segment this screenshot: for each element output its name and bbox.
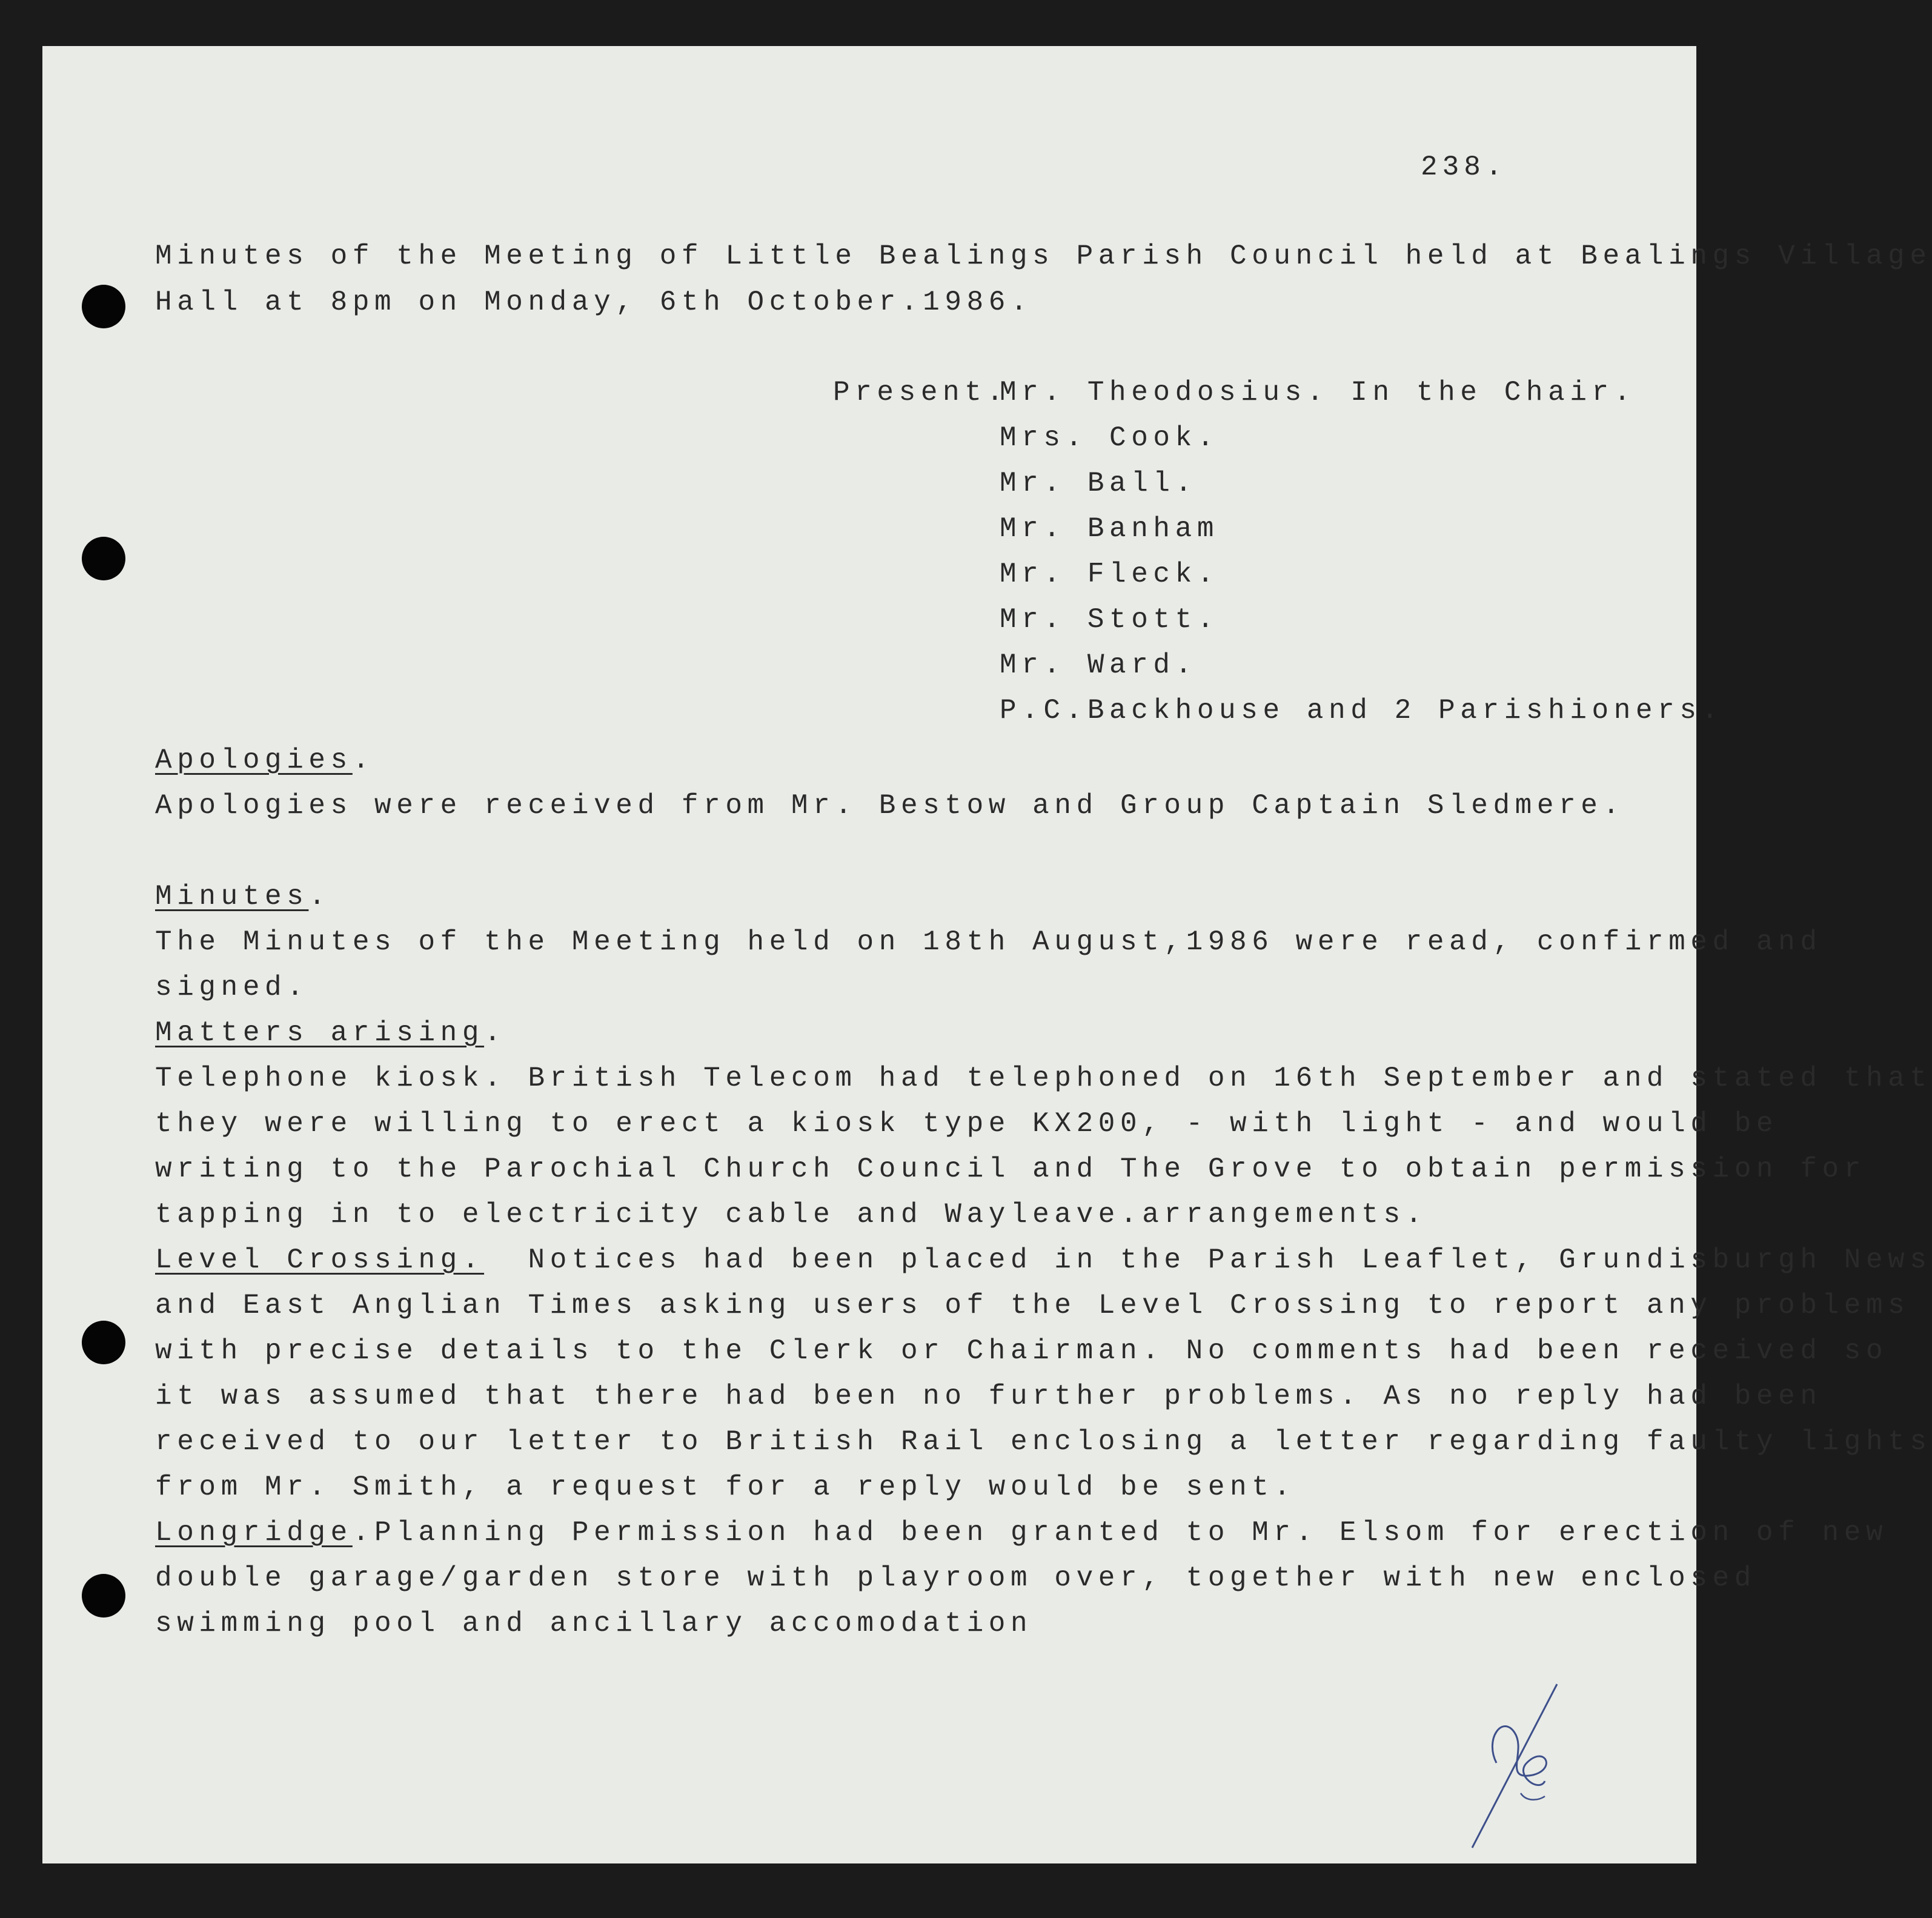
signature-icon <box>1460 1672 1581 1854</box>
telephone-line: writing to the Parochial Church Council and The Grove to obtain permission for <box>155 1153 1866 1185</box>
level-crossing-line: received to our letter to British Rail enclosing a letter regarding faulty lights <box>155 1426 1932 1458</box>
telephone-line: Telephone kiosk. British Telecom had telephoned on 16th September and stated that <box>155 1063 1932 1094</box>
title-line-1: Minutes of the Meeting of Little Bealings Parish Council held at Bealings Village <box>155 241 1932 272</box>
longridge-first-text: .Planning Permission had been granted to Mr. Elsom for erection of new <box>352 1517 1888 1548</box>
level-crossing-line: from Mr. Smith, a request for a reply would be sent. <box>155 1472 1296 1503</box>
level-crossing-first-line <box>155 1246 1932 1274</box>
apologies-text: Apologies were received from Mr. Bestow and Group Captain Sledmere. <box>155 790 1625 821</box>
page-number: 238. <box>1421 151 1507 183</box>
longridge-heading: Longridge <box>155 1517 353 1548</box>
level-crossing-line: it was assumed that there had been no further problems. As no reply had been <box>155 1381 1822 1412</box>
punch-hole-icon <box>82 1574 125 1618</box>
present-member: Mr. Theodosius. In the Chair. <box>1000 377 1636 408</box>
present-member: Mr. Banham <box>1000 513 1220 545</box>
punch-hole-icon <box>82 285 125 328</box>
present-member: Mr. Fleck. <box>1000 559 1220 590</box>
matters-heading: Matters arising <box>155 1017 485 1049</box>
present-member: Mr. Ward. <box>1000 649 1197 681</box>
longridge-line: swimming pool and ancillary accomodation <box>155 1608 1033 1639</box>
longridge-line: double garage/garden store with playroom over, together with new enclosed <box>155 1562 1756 1594</box>
present-member: Mr. Stott. <box>1000 604 1220 635</box>
minutes-text-line: The Minutes of the Meeting held on 18th August,1986 were read, confirmed and <box>155 926 1822 958</box>
title-line-2: Hall at 8pm on Monday, 6th October.1986. <box>155 287 1033 318</box>
apologies-heading-line: Apologies. <box>155 745 375 776</box>
longridge-first-line <box>155 1519 1888 1547</box>
level-crossing-first-text: Notices had been placed in the Parish Leaflet, Grundisburgh News <box>528 1244 1932 1276</box>
apologies-heading: Apologies <box>155 745 353 776</box>
minutes-heading: Minutes <box>155 881 309 912</box>
level-crossing-line: and East Anglian Times asking users of the Level Crossing to report any problems <box>155 1290 1910 1321</box>
minutes-heading-line: Minutes. <box>155 881 331 912</box>
punch-hole-icon <box>82 537 125 580</box>
telephone-line: tapping in to electricity cable and Wayleave.arrangements. <box>155 1199 1427 1230</box>
telephone-line: they were willing to erect a kiosk type KX200, - with light - and would be <box>155 1108 1779 1140</box>
present-member: Mr. Ball. <box>1000 468 1197 499</box>
matters-heading-line: Matters arising. <box>155 1017 506 1049</box>
present-label: Present. <box>833 377 1009 408</box>
present-member: Mrs. Cook. <box>1000 422 1220 454</box>
present-member: P.C.Backhouse and 2 Parishioners. <box>1000 695 1724 726</box>
minutes-text-line: signed. <box>155 972 309 1003</box>
level-crossing-line: with precise details to the Clerk or Chairman. No comments had been received so <box>155 1335 1888 1367</box>
punch-hole-icon <box>82 1321 125 1364</box>
level-crossing-heading: Level Crossing. <box>155 1244 485 1276</box>
